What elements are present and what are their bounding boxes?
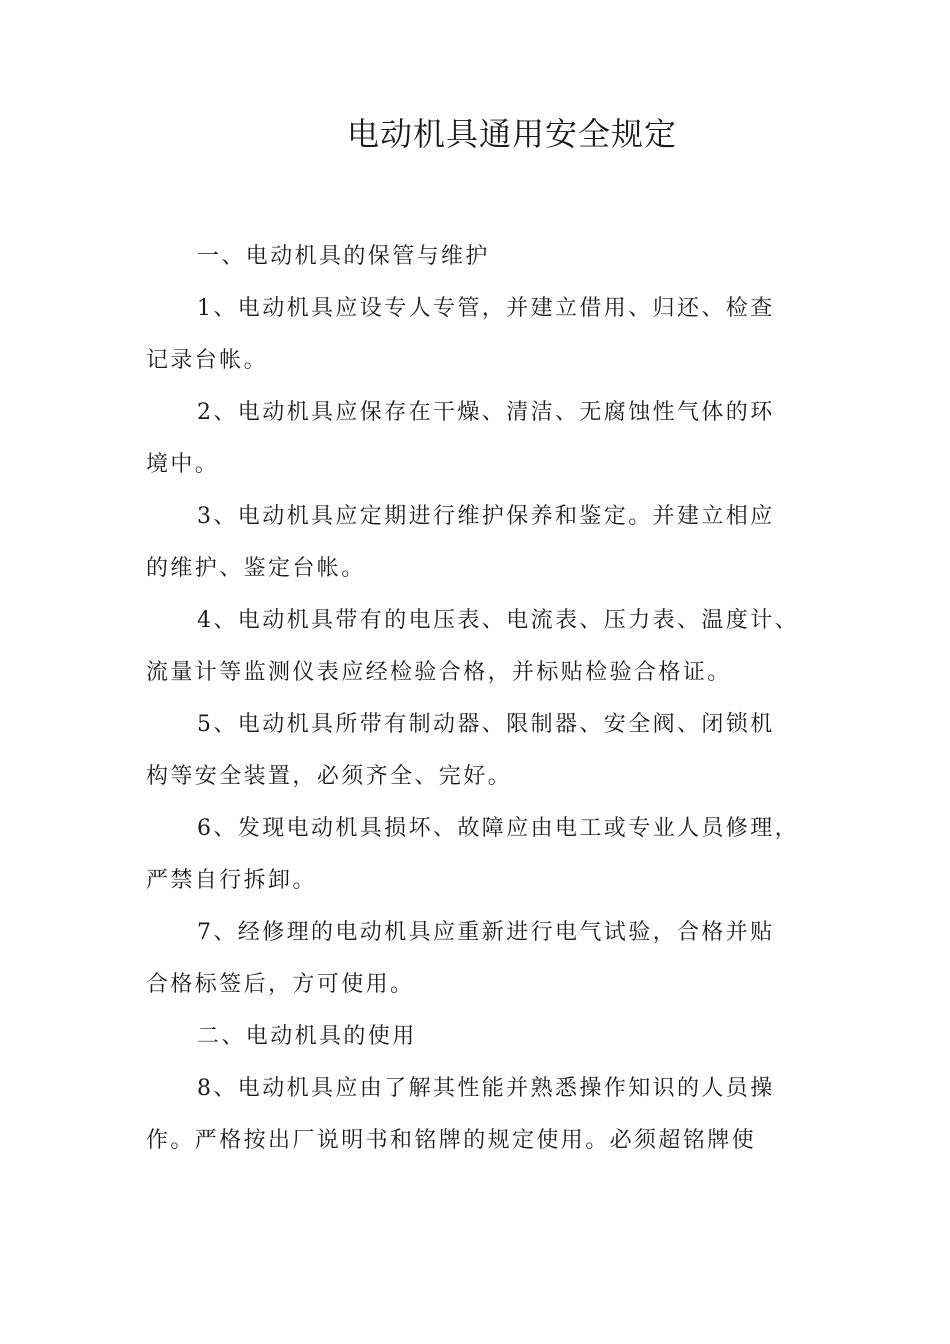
rule-1-line-2: 记录台帐。 [146,348,269,373]
section-heading-2: 二、电动机具的使用 [197,1024,417,1049]
rule-1-line-1: 1、电动机具应设专人专管，并建立借用、归还、检查 [197,296,775,321]
rule-3-line-2: 的维护、鉴定台帐。 [146,556,366,581]
rule-2-line-2: 境中。 [146,452,220,477]
paragraph-gap [146,380,826,394]
rule-5-line-1: 5、电动机具所带有制动器、限制器、安全阀、闭锁机 [197,712,775,737]
line-gap [146,328,826,342]
paragraph-gap [146,1004,826,1018]
rule-8-line-1: 8、电动机具应由了解其性能并熟悉操作知识的人员操 [197,1076,775,1101]
line-gap [146,640,826,654]
paragraph-gap [146,1056,826,1070]
rule-4-line-2: 流量计等监测仪表应经检验合格，并标贴检验合格证。 [146,660,732,685]
paragraph-gap [146,692,826,706]
document-body [146,238,826,1160]
paragraph-gap [146,796,826,810]
rule-5-line-2: 构等安全装置，必须齐全、完好。 [146,764,513,789]
rule-7-line-1: 7、经修理的电动机具应重新进行电气试验，合格并贴 [197,920,775,945]
line-gap [146,1108,826,1122]
rule-3-line-1: 3、电动机具应定期进行维护保养和鉴定。并建立相应 [197,504,775,529]
paragraph-gap [146,484,826,498]
paragraph-gap [146,276,826,290]
section-heading-1: 一、电动机具的保管与维护 [197,244,490,269]
line-gap [146,432,826,446]
line-gap [146,952,826,966]
rule-7-line-2: 合格标签后，方可使用。 [146,972,415,997]
line-gap [146,744,826,758]
line-gap [146,536,826,550]
rule-8-line-2: 作。严格按出厂说明书和铭牌的规定使用。必须超铭牌使 [146,1128,757,1153]
paragraph-gap [146,900,826,914]
rule-6-line-2: 严禁自行拆卸。 [146,868,317,893]
rule-4-line-1: 4、电动机具带有的电压表、电流表、压力表、温度计、 [197,608,799,633]
rule-6-line-1: 6、发现电动机具损坏、故障应由电工或专业人员修理， [197,816,799,841]
document-title: 电动机具通用安全规定 [346,115,677,153]
line-gap [146,848,826,862]
paragraph-gap [146,588,826,602]
rule-2-line-1: 2、电动机具应保存在干燥、清洁、无腐蚀性气体的环 [197,400,775,425]
